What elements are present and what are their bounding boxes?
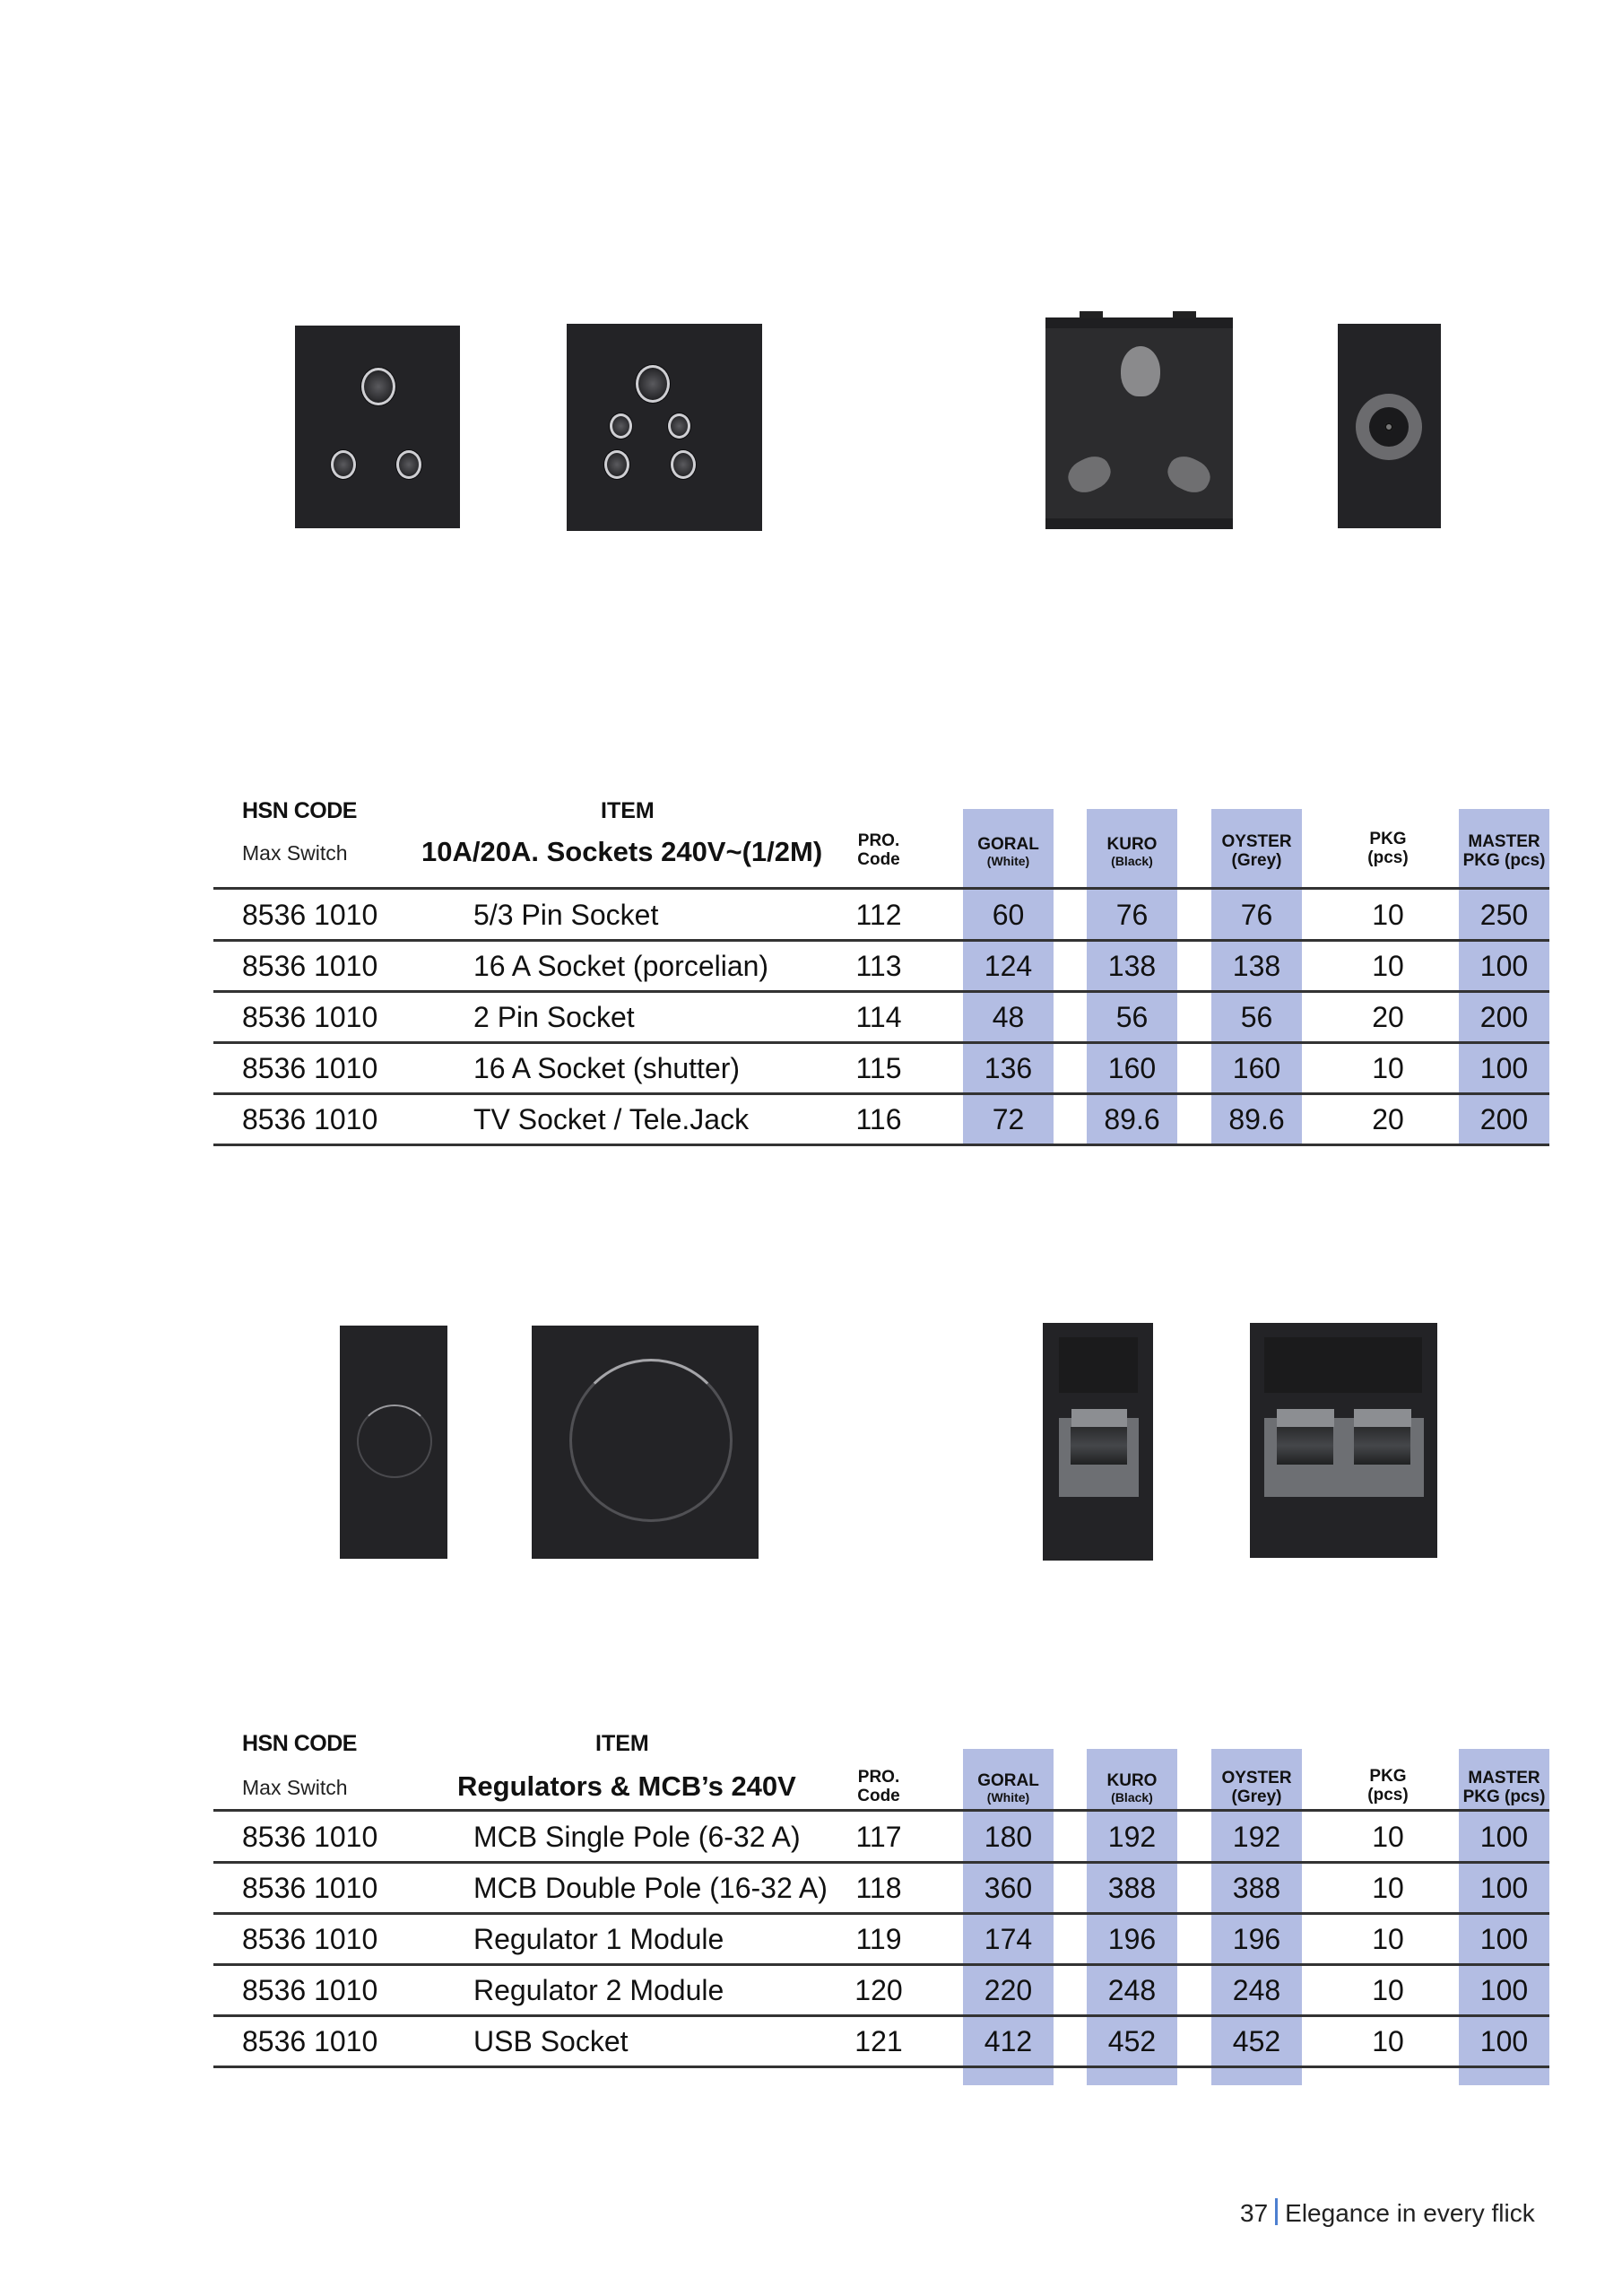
oyster-price-cell: 248 [1232, 1974, 1281, 2006]
mcb-window [1264, 1337, 1422, 1393]
pro-code-cell: 115 [855, 1052, 902, 1084]
goral-price-cell: 136 [984, 1052, 1033, 1084]
table-title: Regulators & MCB’s 240V [457, 1770, 796, 1802]
product-image-regulator-2-module [532, 1326, 759, 1559]
pkg-cell: 20 [1372, 1001, 1404, 1033]
kuro-price-cell: 196 [1107, 1923, 1157, 1955]
kuro-price-cell: 138 [1107, 950, 1157, 982]
goral-header: GORAL (White) [977, 1771, 1039, 1805]
master-pkg-cell: 100 [1479, 1821, 1529, 1853]
hsn-cell: 8536 1010 [242, 2025, 378, 2057]
item-header: ITEM [595, 1731, 649, 1756]
product-image-mcb-double-pole [1250, 1323, 1437, 1558]
pro-code-cell: 118 [855, 1872, 902, 1904]
header-divider [213, 887, 1549, 890]
goral-price-cell: 60 [992, 899, 1025, 931]
master-pkg-cell: 100 [1479, 950, 1529, 982]
hsn-cell: 8536 1010 [242, 1052, 378, 1084]
tab-top-right [1173, 311, 1196, 318]
pkg-cell: 10 [1372, 1923, 1404, 1955]
item-cell: TV Socket / Tele.Jack [473, 1103, 750, 1135]
master-pkg-cell: 100 [1479, 1872, 1529, 1904]
item-cell: Regulator 2 Module [473, 1974, 724, 2006]
socket-pin-icon [1121, 346, 1160, 396]
footer-divider [1275, 2198, 1278, 2225]
pkg-header: PKG (pcs) [1367, 1767, 1409, 1805]
page-number: 37 [1240, 2199, 1269, 2227]
footer-tagline: Elegance in every flick [1285, 2199, 1535, 2227]
goral-header: GORAL (White) [977, 835, 1039, 868]
tv-jack-icon [1356, 394, 1422, 460]
row-divider [213, 1092, 1549, 1095]
regulator-knob-icon [357, 1405, 432, 1478]
oyster-price-cell: 388 [1232, 1872, 1281, 1904]
pkg-cell: 10 [1372, 950, 1404, 982]
product-image-regulator-1-module [340, 1326, 447, 1559]
goral-price-cell: 180 [984, 1821, 1033, 1853]
row-divider [213, 939, 1549, 942]
row-divider [213, 1963, 1549, 1966]
socket-hole-icon [636, 365, 670, 403]
kuro-price-cell: 388 [1107, 1872, 1157, 1904]
pkg-cell: 10 [1372, 1974, 1404, 2006]
mcb-toggle-icon [1264, 1418, 1424, 1497]
header-divider [213, 1809, 1549, 1812]
socket-hole-icon [396, 450, 421, 479]
socket-hole-icon [668, 413, 690, 439]
pkg-cell: 20 [1372, 1103, 1404, 1135]
socket-hole-icon [671, 450, 696, 479]
kuro-price-cell: 192 [1107, 1821, 1157, 1853]
row-divider [213, 1041, 1549, 1044]
product-image-mcb-single-pole [1043, 1323, 1153, 1561]
socket-pin-icon [1063, 451, 1116, 499]
socket-hole-icon [610, 413, 632, 439]
item-header: ITEM [601, 798, 655, 823]
oyster-price-cell: 56 [1240, 1001, 1273, 1033]
oyster-price-cell: 192 [1232, 1821, 1281, 1853]
master-pkg-header: MASTER PKG (pcs) [1462, 1769, 1546, 1806]
kuro-price-cell: 160 [1107, 1052, 1157, 1084]
goral-price-cell: 220 [984, 1974, 1033, 2006]
goral-price-cell: 72 [992, 1103, 1025, 1135]
row-divider [213, 990, 1549, 993]
pkg-cell: 10 [1372, 1821, 1404, 1853]
regulator-knob-icon [569, 1359, 733, 1522]
pro-code-cell: 113 [855, 950, 902, 982]
hsn-code-header: HSN CODE [242, 1731, 357, 1756]
pkg-cell: 10 [1372, 2025, 1404, 2057]
item-cell: 2 Pin Socket [473, 1001, 635, 1033]
hsn-cell: 8536 1010 [242, 1974, 378, 2006]
pro-code-cell: 114 [855, 1001, 902, 1033]
mcb-toggle-icon [1059, 1418, 1139, 1497]
master-pkg-cell: 200 [1479, 1001, 1529, 1033]
product-image-5-3-pin-socket [295, 326, 460, 528]
socket-hole-icon [331, 450, 356, 479]
product-image-tv-socket [1338, 324, 1441, 528]
hsn-cell: 8536 1010 [242, 1923, 378, 1955]
kuro-price-cell: 89.6 [1104, 1103, 1160, 1135]
oyster-price-cell: 76 [1240, 899, 1273, 931]
kuro-price-cell: 56 [1115, 1001, 1149, 1033]
socket-hole-icon [604, 450, 629, 479]
item-cell: 16 A Socket (shutter) [473, 1052, 741, 1084]
hsn-cell: 8536 1010 [242, 899, 378, 931]
hsn-cell: 8536 1010 [242, 1001, 378, 1033]
goral-price-cell: 360 [984, 1872, 1033, 1904]
goral-price-cell: 412 [984, 2025, 1033, 2057]
kuro-price-cell: 76 [1115, 899, 1149, 931]
oyster-header: OYSTER (Grey) [1221, 1769, 1292, 1806]
pro-code-cell: 119 [855, 1923, 902, 1955]
regulators-mcb-price-table [213, 1729, 1549, 2088]
max-switch-label: Max Switch [242, 1776, 348, 1799]
master-pkg-cell: 200 [1479, 1103, 1529, 1135]
pkg-cell: 10 [1372, 1872, 1404, 1904]
oyster-price-cell: 452 [1232, 2025, 1281, 2057]
master-pkg-cell: 100 [1479, 1974, 1529, 2006]
pro-code-cell: 112 [855, 899, 902, 931]
pro-code-header: PRO. Code [857, 1768, 900, 1805]
master-pkg-cell: 100 [1479, 2025, 1529, 2057]
item-cell: 16 A Socket (porcelian) [473, 950, 769, 982]
max-switch-label: Max Switch [242, 841, 348, 865]
goral-price-cell: 174 [984, 1923, 1033, 1955]
oyster-price-cell: 89.6 [1228, 1103, 1285, 1135]
row-divider [213, 1861, 1549, 1864]
item-cell: MCB Double Pole (16-32 A) [473, 1872, 828, 1904]
product-image-16a-socket-shutter [1045, 317, 1233, 529]
row-divider [213, 2066, 1549, 2068]
socket-hole-icon [361, 368, 395, 405]
kuro-price-cell: 248 [1107, 1974, 1157, 2006]
pro-code-header: PRO. Code [857, 831, 900, 869]
pro-code-cell: 121 [854, 2025, 903, 2057]
oyster-price-cell: 196 [1232, 1923, 1281, 1955]
pro-code-cell: 117 [855, 1821, 902, 1853]
oyster-price-cell: 138 [1232, 950, 1281, 982]
hsn-cell: 8536 1010 [242, 1103, 378, 1135]
tab-top-left [1080, 311, 1103, 318]
goral-price-cell: 124 [984, 950, 1033, 982]
goral-price-cell: 48 [992, 1001, 1025, 1033]
master-pkg-cell: 250 [1479, 899, 1529, 931]
master-pkg-cell: 100 [1479, 1052, 1529, 1084]
item-cell: MCB Single Pole (6-32 A) [473, 1821, 801, 1853]
pro-code-cell: 120 [854, 1974, 903, 2006]
oyster-header: OYSTER (Grey) [1221, 832, 1292, 870]
hsn-cell: 8536 1010 [242, 950, 378, 982]
pkg-cell: 10 [1372, 1052, 1404, 1084]
master-pkg-header: MASTER PKG (pcs) [1462, 832, 1546, 870]
master-pkg-cell: 100 [1479, 1923, 1529, 1955]
hsn-cell: 8536 1010 [242, 1821, 378, 1853]
item-cell: USB Socket [473, 2025, 629, 2057]
row-divider [213, 1912, 1549, 1915]
item-cell: Regulator 1 Module [473, 1923, 724, 1955]
row-divider [213, 2014, 1549, 2017]
socket-pin-icon [1163, 451, 1216, 499]
kuro-price-cell: 452 [1107, 2025, 1157, 2057]
item-cell: 5/3 Pin Socket [473, 899, 659, 931]
table-title: 10A/20A. Sockets 240V~(1/2M) [421, 836, 823, 867]
pkg-header: PKG (pcs) [1367, 830, 1409, 867]
kuro-header: KURO (Black) [1106, 1771, 1158, 1805]
hsn-cell: 8536 1010 [242, 1872, 378, 1904]
oyster-price-cell: 160 [1232, 1052, 1281, 1084]
mcb-window [1059, 1337, 1138, 1393]
hsn-code-header: HSN CODE [242, 798, 357, 823]
product-image-16a-socket-porcelian [567, 324, 762, 531]
page-footer [1240, 2198, 1535, 2228]
kuro-header: KURO (Black) [1106, 835, 1158, 868]
row-divider [213, 1144, 1549, 1146]
pkg-cell: 10 [1372, 899, 1404, 931]
sockets-price-table [213, 789, 1549, 1148]
pro-code-cell: 116 [855, 1103, 902, 1135]
